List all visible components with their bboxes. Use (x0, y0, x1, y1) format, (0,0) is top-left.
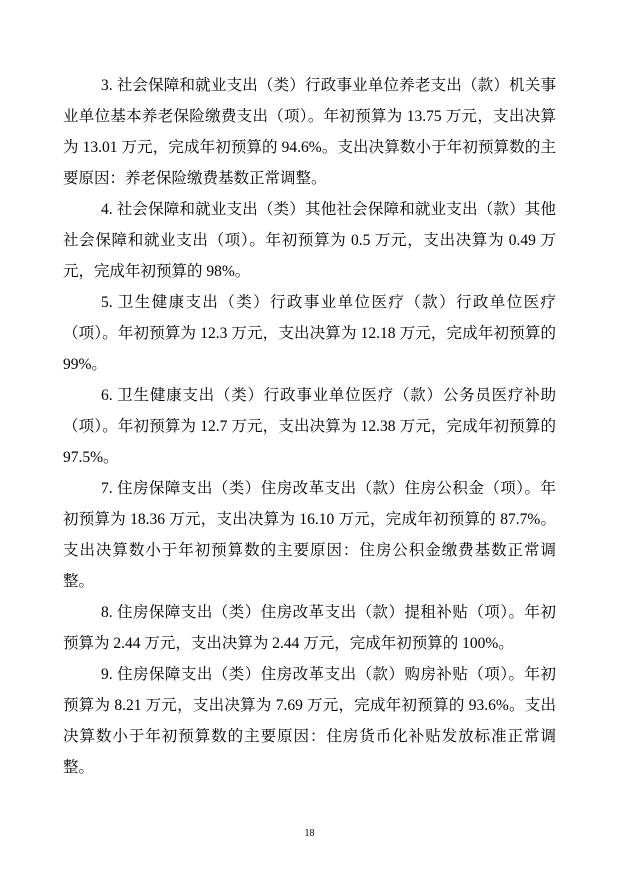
paragraph-item-6: 6. 卫生健康支出（类）行政事业单位医疗（款）公务员医疗补助（项）。年初预算为 12.7 万元，支出决算为 12.38 万元，完成年初预算的 97.5%。 (63, 387, 556, 466)
paragraph-item-8: 8. 住房保障支出（类）住房改革支出（款）提租补贴（项）。年初预算为 2.44 万元，支出决算为 2.44 万元，完成年初预算的 100%。 (63, 604, 556, 652)
paragraph-item-7: 7. 住房保障支出（类）住房改革支出（款）住房公积金（项）。年初预算为 18.36 万元，支出决算为 16.10 万元，完成年初预算的 87.7%。支出决算数小于年初预算数的主要原因：住房公积金缴费基数正常调整。 (63, 480, 556, 590)
paragraph-item-3: 3. 社会保障和就业支出（类）行政事业单位养老支出（款）机关事业单位基本养老保险缴费支出（项）。年初预算为 13.75 万元，支出决算为 13.01 万元，完成年初预算的 94.6%。支出决算数小于年初预算数的主要原因：养老保险缴费基数正常调整。 (63, 77, 556, 187)
paragraph-item-9: 9. 住房保障支出（类）住房改革支出（款）购房补贴（项）。年初预算为 8.21 万元，支出决算为 7.69 万元，完成年初预算的 93.6%。支出决算数小于年初预算数的主要原因：住房货币化补贴发放标准正常调整。 (63, 666, 556, 776)
paragraph-item-5: 5. 卫生健康支出（类）行政事业单位医疗（款）行政单位医疗（项）。年初预算为 12.3 万元，支出决算为 12.18 万元，完成年初预算的 99%。 (63, 294, 556, 373)
document-body (63, 70, 556, 783)
page-number: 18 (304, 828, 315, 839)
paragraph-item-4: 4. 社会保障和就业支出（类）其他社会保障和就业支出（款）其他社会保障和就业支出（项）。年初预算为 0.5 万元，支出决算为 0.49 万元，完成年初预算的 98%。 (63, 201, 556, 280)
